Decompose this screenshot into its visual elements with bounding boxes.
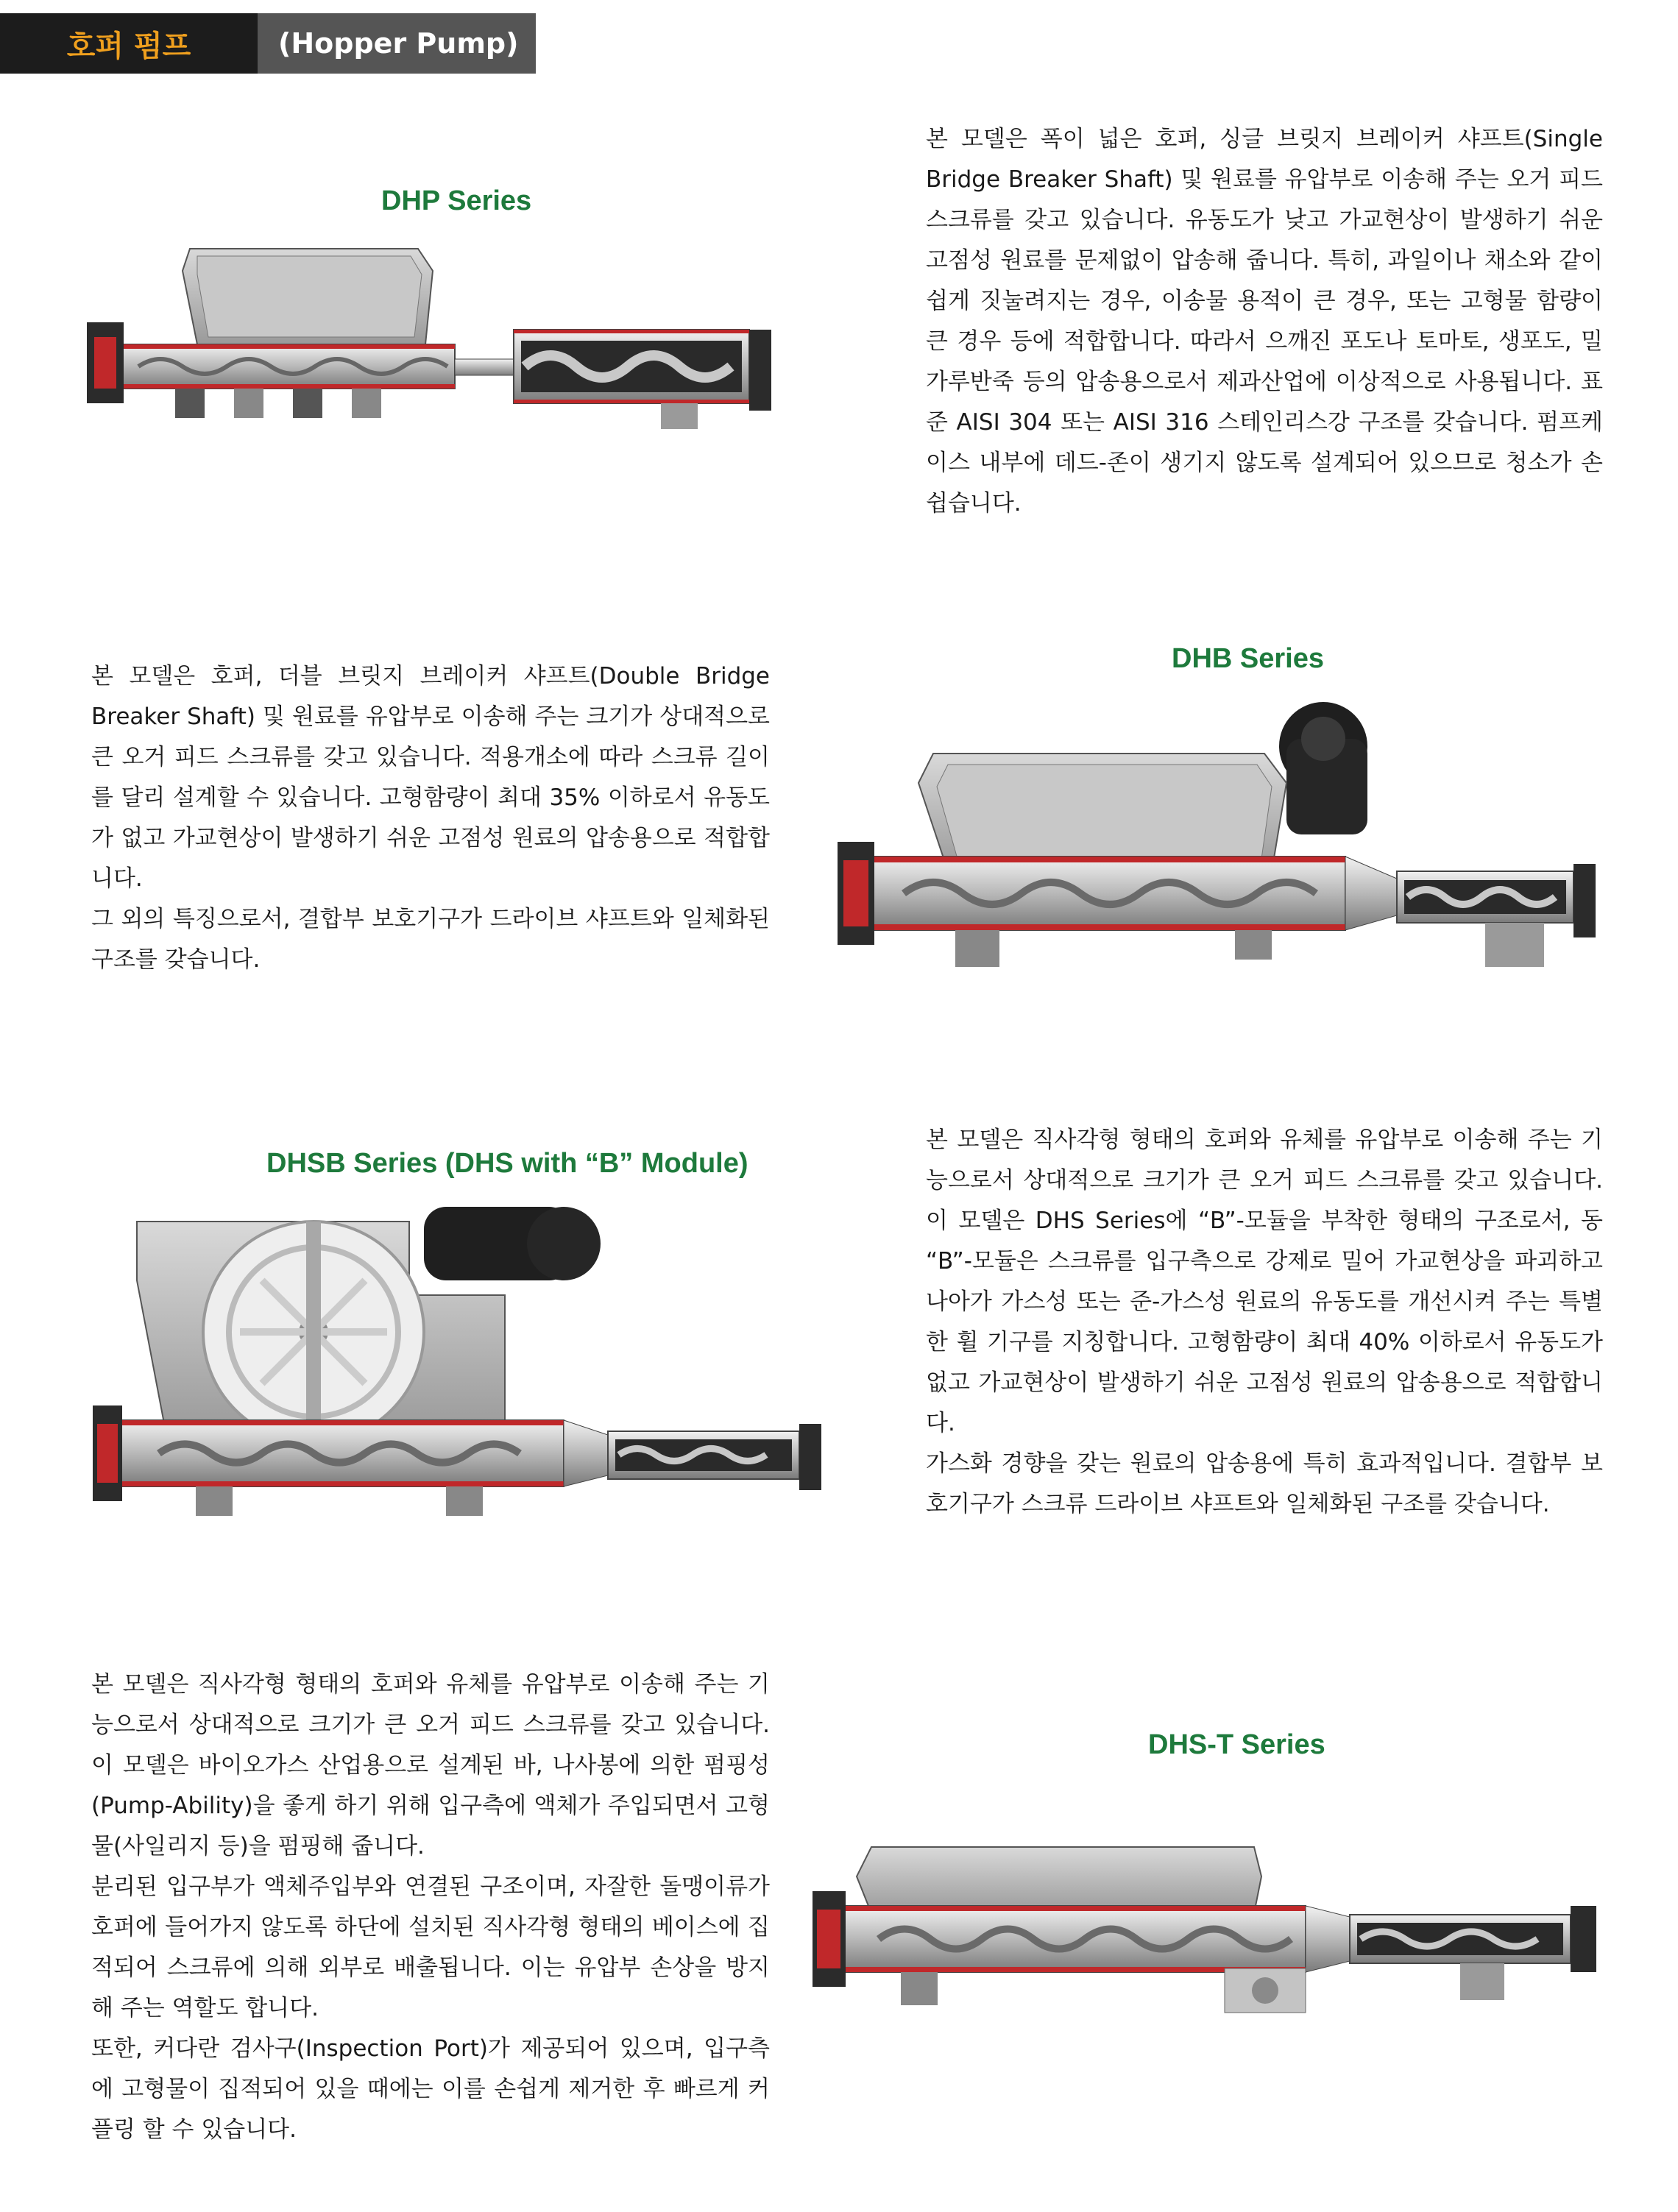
header-title-en: (Hopper Pump)	[258, 13, 536, 74]
paragraph: 그 외의 특징으로서, 결합부 보호기구가 드라이브 샤프트와 일체화된 구조를 갖습니다.	[91, 906, 770, 973]
header-title-kr: 호퍼 펌프	[0, 13, 258, 74]
series-title-dhst: DHS-T Series	[1148, 1729, 1325, 1760]
pump-image-dhb	[838, 695, 1604, 976]
pump-image-dhp	[87, 234, 786, 433]
paragraph: 본 모델은 직사각형 형태의 호퍼와 유체를 유압부로 이송해 주는 기능으로서 상대적으로 크기가 큰 오거 피드 스크류를 갖고 있습니다. 이 모델은 바이오가스 산업용으로 설계된 바, 나사봉에 의한 펌핑성(Pump-Ability)을 좋게 하기 위해 입구측에 액체가 주입되면서 고형물(사일리지 등)을 펌핑해 줍니다.	[91, 1671, 770, 1860]
description-dhp	[926, 119, 1603, 524]
series-title-dhb: DHB Series	[1172, 643, 1324, 674]
pump-image-dhst	[813, 1832, 1607, 2016]
series-title-dhsb: DHSB Series (DHS with “B” Module)	[266, 1148, 748, 1179]
pump-image-dhsb	[93, 1192, 829, 1520]
paragraph: 본 모델은 호퍼, 더블 브릿지 브레이커 샤프트(Double Bridge Breaker Shaft) 및 원료를 유압부로 이송해 주는 크기가 상대적으로 큰 오거 피드 스크류를 갖고 있습니다. 적용개소에 따라 스크류 길이를 달리 설계할 수 있습니다. 고형함량이 최대 35% 이하로서 유동도가 없고 가교현상이 발생하기 쉬운 고점성 원료의 압송용으로 적합합니다.	[91, 663, 770, 892]
paragraph: 가스화 경향을 갖는 원료의 압송용에 특히 효과적입니다. 결합부 보호기구가 스크류 드라이브 샤프트와 일체화된 구조를 갖습니다.	[926, 1450, 1603, 1517]
series-title-dhp: DHP Series	[381, 185, 532, 216]
paragraph: 분리된 입구부가 액체주입부와 연결된 구조이며, 자잘한 돌맹이류가 호퍼에 들어가지 않도록 하단에 설치된 직사각형 형태의 베이스에 집적되어 스크류에 의해 외부로 배출됩니다. 이는 유압부 손상을 방지해 주는 역할도 합니다.	[91, 1874, 770, 2021]
description-dhsb	[926, 1120, 1603, 1525]
page-header	[0, 13, 536, 74]
paragraph: 또한, 커다란 검사구(Inspection Port)가 제공되어 있으며, 입구측에 고형물이 집적되어 있을 때에는 이를 손쉽게 제거한 후 빠르게 커플링 할 수 있습니다.	[91, 2035, 770, 2143]
description-dhb	[91, 656, 770, 980]
paragraph: 본 모델은 직사각형 형태의 호퍼와 유체를 유압부로 이송해 주는 기능으로서 상대적으로 크기가 큰 오거 피드 스크류를 갖고 있습니다. 이 모델은 DHS Series에 “B”-모듈을 부착한 형태의 구조로서, 동 “B”-모듈은 스크류를 입구측으로 강제로 밀어 가교현상을 파괴하고 나아가 가스성 또는 준-가스성 원료의 유동도를 개선시켜 주는 특별한 휠 기구를 지칭합니다. 고형함량이 최대 40% 이하로서 유동도가 없고 가교현상이 발생하기 쉬운 고점성 원료의 압송용으로 적합합니다.	[926, 1127, 1603, 1436]
description-dhst	[91, 1665, 770, 2150]
paragraph: 본 모델은 폭이 넓은 호퍼, 싱글 브릿지 브레이커 샤프트(Single Bridge Breaker Shaft) 및 원료를 유압부로 이송해 주는 오거 피드 스크류를 갖고 있습니다. 유동도가 낮고 가교현상이 발생하기 쉬운 고점성 원료를 문제없이 압송해 줍니다. 특히, 과일이나 채소와 같이 쉽게 짓눌려지는 경우, 이송물 용적이 큰 경우, 또는 고형물 함량이 큰 경우 등에 적합합니다. 따라서 으깨진 포도나 토마토, 생포도, 밀가루반죽 등의 압송용으로서 제과산업에 이상적으로 사용됩니다. 표준 AISI 304 또는 AISI 316 스테인리스강 구조를 갖습니다. 펌프케이스 내부에 데드-존이 생기지 않도록 설계되어 있으므로 청소가 손쉽습니다.	[926, 126, 1603, 517]
